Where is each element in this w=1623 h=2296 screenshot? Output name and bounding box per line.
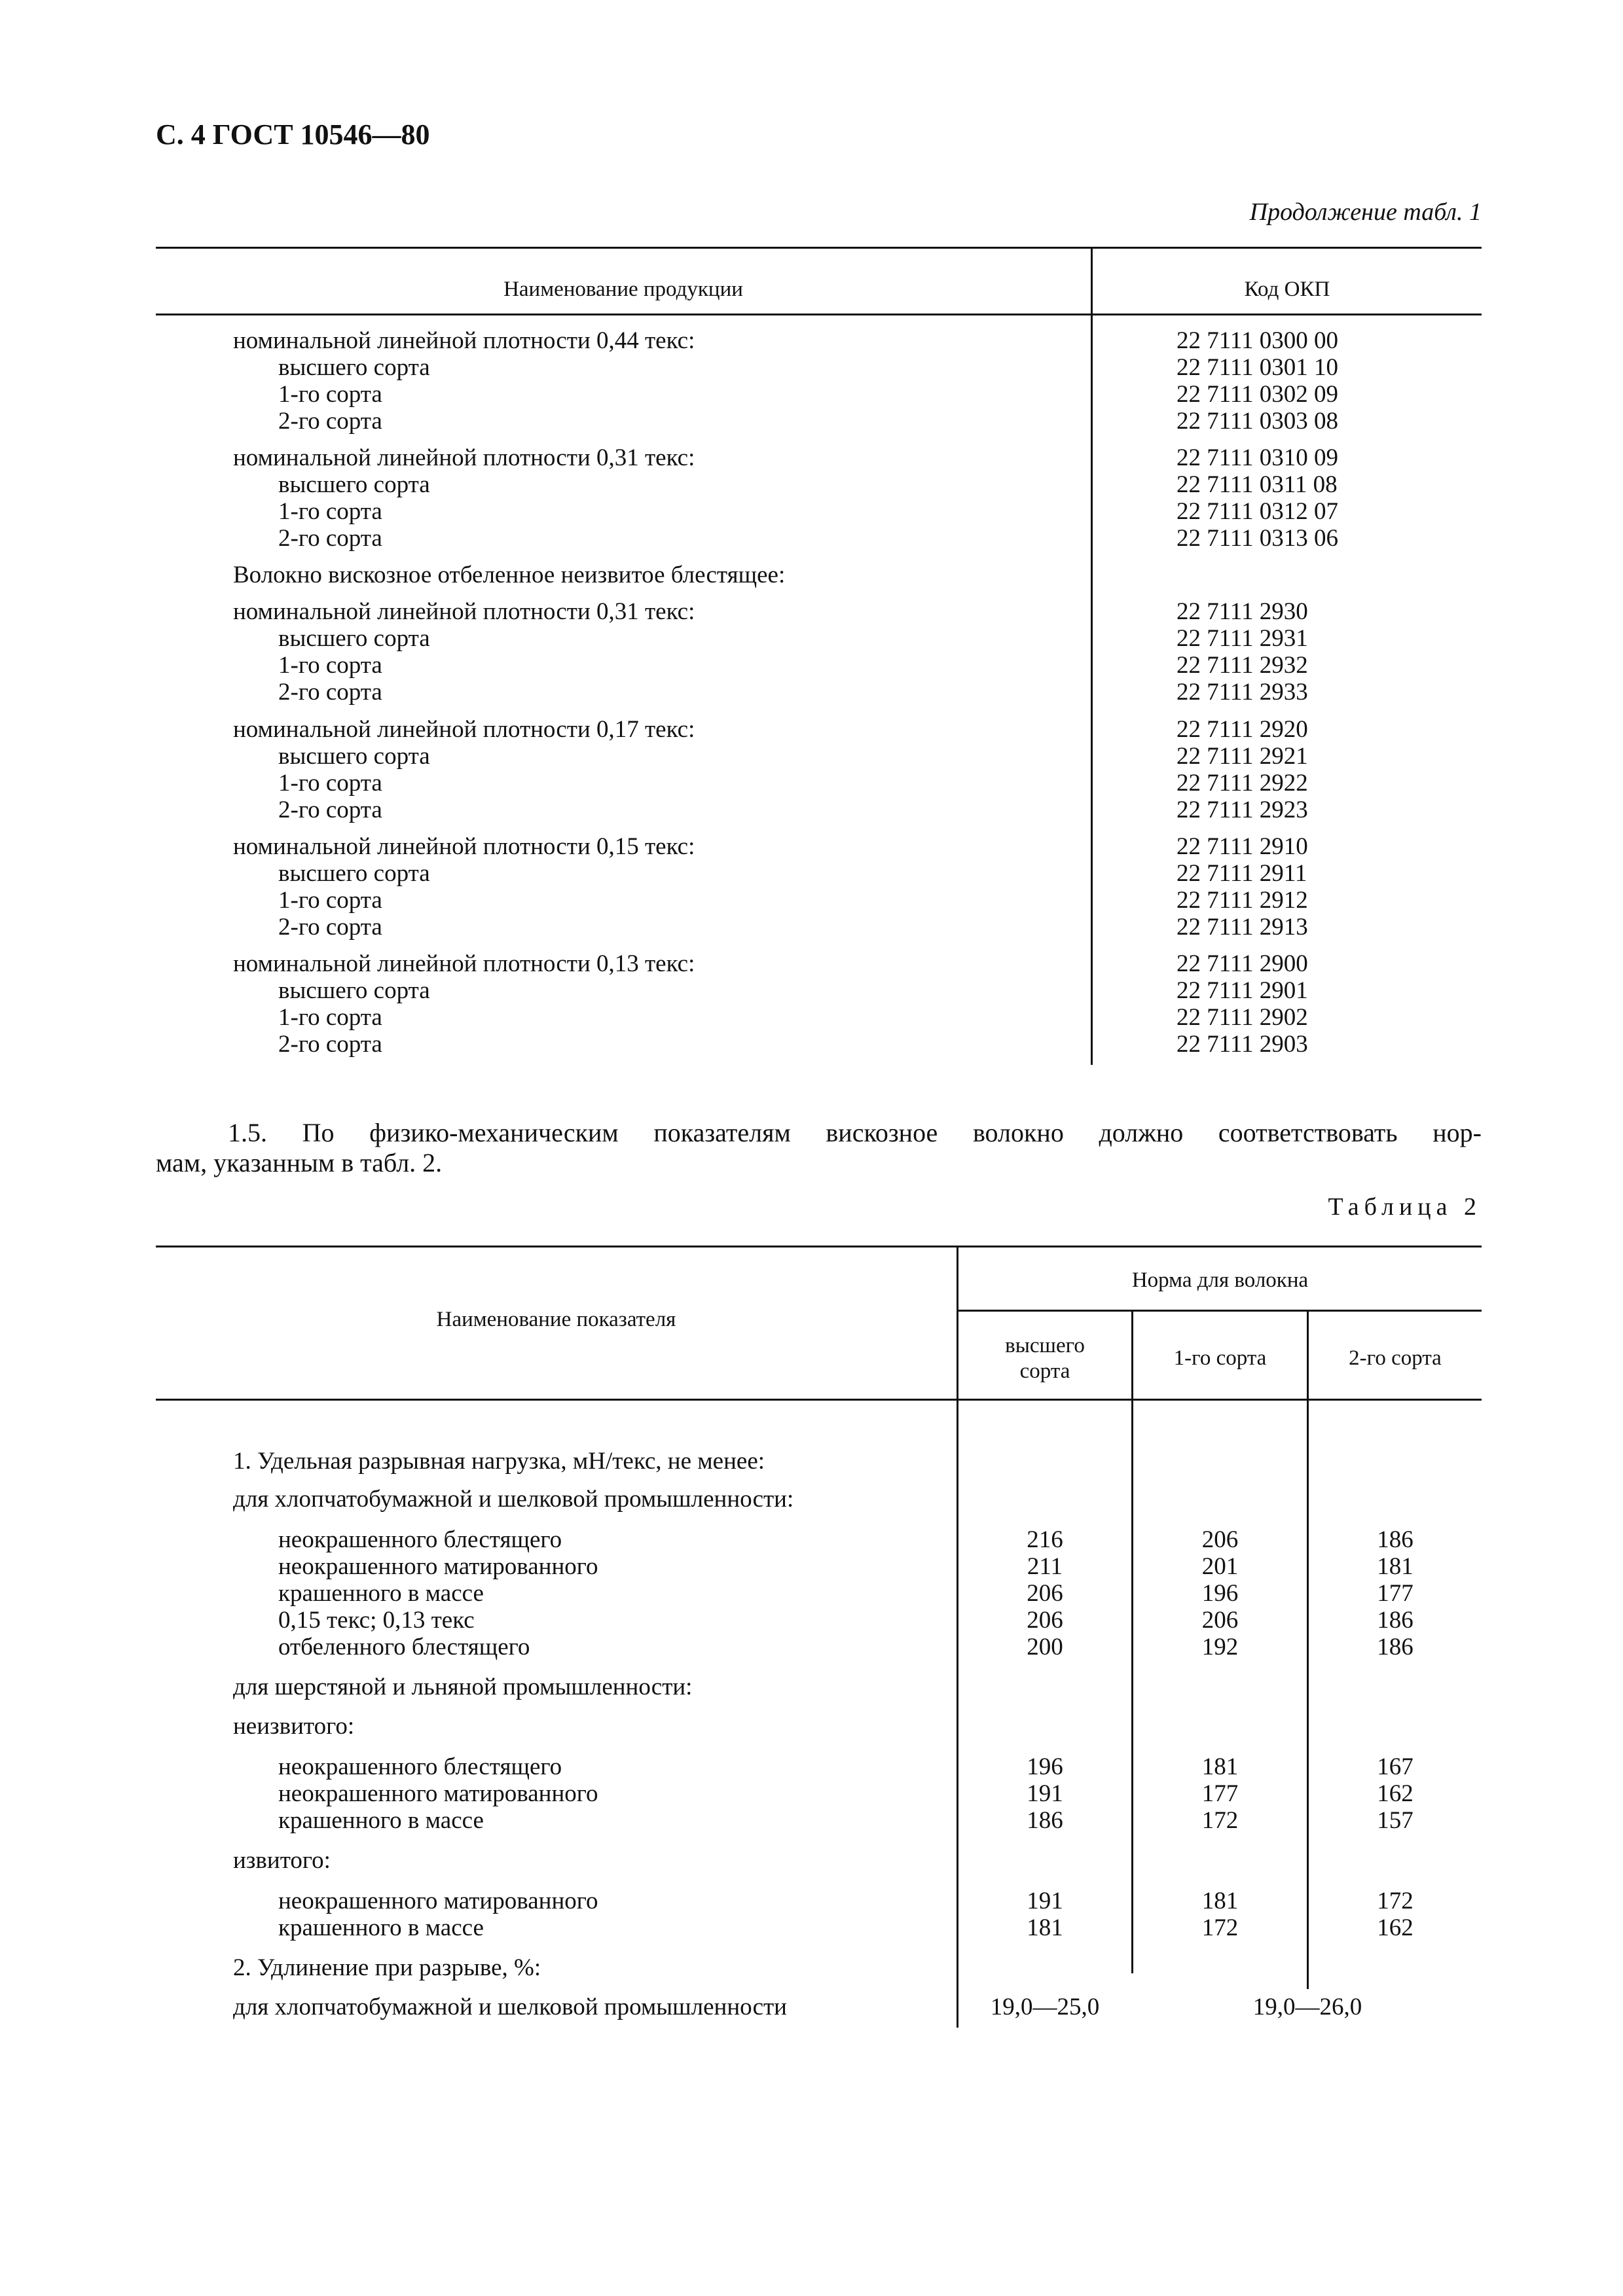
subsection-title: для шерстяной и льняной промышленности: bbox=[233, 1674, 693, 1700]
indicator-label: крашенного в массе bbox=[278, 1580, 484, 1607]
norm-value: 157 bbox=[1377, 1807, 1413, 1834]
okp-code: 22 7111 2923 bbox=[1176, 797, 1308, 823]
norm-value: 162 bbox=[1377, 1914, 1413, 1941]
product-grade: высшего сорта bbox=[278, 354, 430, 381]
norm-value: 186 bbox=[1027, 1807, 1063, 1834]
table2-top-rule bbox=[156, 1246, 1482, 1247]
indicator-label: неокрашенного матированного bbox=[278, 1888, 598, 1914]
product-grade: 2-го сорта bbox=[278, 525, 382, 552]
norm-value: 181 bbox=[1201, 1888, 1239, 1914]
norm-value: 19,0—25,0 bbox=[990, 1994, 1100, 2020]
norm-value: 177 bbox=[1377, 1580, 1413, 1607]
table2-col-highest-header-line1: высшего bbox=[1005, 1334, 1085, 1357]
page-header: С. 4 ГОСТ 10546—80 bbox=[156, 118, 430, 151]
norm-value: 192 bbox=[1201, 1634, 1239, 1660]
product-grade: высшего сорта bbox=[278, 471, 430, 498]
indicator-label: неокрашенного матированного bbox=[278, 1780, 598, 1807]
norm-value: 200 bbox=[1027, 1634, 1063, 1660]
indicator-label: 0,15 текс; 0,13 текс bbox=[278, 1607, 475, 1634]
norm-value: 191 bbox=[1027, 1888, 1063, 1914]
okp-code: 22 7111 0313 06 bbox=[1176, 525, 1339, 552]
product-grade: высшего сорта bbox=[278, 743, 430, 770]
table1-header-rule bbox=[156, 314, 1482, 315]
okp-code: 22 7111 0303 08 bbox=[1176, 408, 1339, 435]
okp-code: 22 7111 2930 bbox=[1176, 598, 1308, 625]
indicator-label: неокрашенного блестящего bbox=[278, 1753, 562, 1780]
norm-value: 167 bbox=[1377, 1753, 1413, 1780]
norm-value: 206 bbox=[1201, 1526, 1239, 1553]
norm-value: 19,0—26,0 bbox=[1252, 1994, 1362, 2020]
norm-value: 186 bbox=[1377, 1634, 1413, 1660]
norm-value: 172 bbox=[1201, 1914, 1239, 1941]
product-group-title: номинальной линейной плотности 0,31 текс: bbox=[233, 444, 695, 471]
indicator-label: неокрашенного блестящего bbox=[278, 1526, 562, 1553]
okp-code: 22 7111 2933 bbox=[1176, 679, 1308, 706]
section-title: 2. Удлинение при разрыве, %: bbox=[233, 1954, 541, 1981]
table2-group-rule bbox=[958, 1310, 1482, 1312]
product-group-title: номинальной линейной плотности 0,13 текс: bbox=[233, 950, 695, 977]
product-grade: 2-го сорта bbox=[278, 408, 382, 435]
norm-value: 181 bbox=[1377, 1553, 1413, 1580]
norm-value: 196 bbox=[1201, 1580, 1239, 1607]
table2-col-name-header: Наименование показателя bbox=[436, 1308, 676, 1331]
table1-col-code-header: Код ОКП bbox=[1244, 278, 1330, 301]
table2-header-rule bbox=[156, 1399, 1482, 1401]
okp-code: 22 7111 0312 07 bbox=[1176, 498, 1339, 525]
okp-code: 22 7111 0302 09 bbox=[1176, 381, 1339, 408]
table2-col-first-header: 1-го сорта bbox=[1173, 1346, 1267, 1370]
subsection-title: извитого: bbox=[233, 1847, 331, 1874]
okp-code: 22 7111 2912 bbox=[1176, 887, 1308, 914]
okp-code: 22 7111 2901 bbox=[1176, 977, 1308, 1004]
norm-value: 186 bbox=[1377, 1607, 1413, 1634]
table2-col-second-header: 2-го сорта bbox=[1349, 1346, 1442, 1370]
okp-code: 22 7111 2920 bbox=[1176, 716, 1308, 743]
product-grade: высшего сорта bbox=[278, 977, 430, 1004]
indicator-label: неокрашенного матированного bbox=[278, 1553, 598, 1580]
okp-code: 22 7111 2900 bbox=[1176, 950, 1308, 977]
norm-value: 181 bbox=[1027, 1914, 1063, 1941]
norm-value: 162 bbox=[1377, 1780, 1413, 1807]
product-grade: 1-го сорта bbox=[278, 652, 382, 679]
product-grade: 1-го сорта bbox=[278, 381, 382, 408]
subsection-title: неизвитого: bbox=[233, 1713, 355, 1740]
okp-code: 22 7111 2903 bbox=[1176, 1031, 1308, 1058]
table1-column-divider bbox=[1091, 247, 1093, 1065]
product-group-title: номинальной линейной плотности 0,44 текс: bbox=[233, 327, 695, 354]
okp-code: 22 7111 2913 bbox=[1176, 914, 1308, 941]
paragraph-1-5-line2: мам, указанным в табл. 2. bbox=[156, 1148, 443, 1177]
indicator-label: крашенного в массе bbox=[278, 1914, 484, 1941]
table2-col-group-header: Норма для волокна bbox=[1131, 1268, 1309, 1292]
product-grade: 2-го сорта bbox=[278, 914, 382, 941]
product-grade: 1-го сорта bbox=[278, 770, 382, 797]
norm-value: 191 bbox=[1027, 1780, 1063, 1807]
okp-code: 22 7111 2921 bbox=[1176, 743, 1308, 770]
norm-value: 206 bbox=[1027, 1607, 1063, 1634]
table2-col-highest-header-line2: сорта bbox=[1019, 1359, 1070, 1383]
table1-col-name-header: Наименование продукции bbox=[503, 278, 743, 301]
norm-value: 177 bbox=[1201, 1780, 1239, 1807]
okp-code: 22 7111 0311 08 bbox=[1176, 471, 1338, 498]
product-grade: 2-го сорта bbox=[278, 797, 382, 823]
subsection-title: для хлопчатобумажной и шелковой промышленности: bbox=[233, 1486, 794, 1513]
norm-value: 206 bbox=[1201, 1607, 1239, 1634]
paragraph-1-5-line1: 1.5. По физико-механическим показателям вискозное волокно должно соответствовать нор- bbox=[228, 1118, 1482, 1147]
product-grade: 2-го сорта bbox=[278, 1031, 382, 1058]
okp-code: 22 7111 2910 bbox=[1176, 833, 1308, 860]
okp-code: 22 7111 2902 bbox=[1176, 1004, 1308, 1031]
product-grade: 1-го сорта bbox=[278, 887, 382, 914]
norm-value: 186 bbox=[1377, 1526, 1413, 1553]
okp-code: 22 7111 2911 bbox=[1176, 860, 1307, 887]
norm-value: 216 bbox=[1027, 1526, 1063, 1553]
norm-value: 211 bbox=[1027, 1553, 1063, 1580]
indicator-label: отбеленного блестящего bbox=[278, 1634, 530, 1660]
product-group-title: номинальной линейной плотности 0,17 текс: bbox=[233, 716, 695, 743]
okp-code: 22 7111 2931 bbox=[1176, 625, 1308, 652]
norm-value: 172 bbox=[1201, 1807, 1239, 1834]
section-title: 1. Удельная разрывная нагрузка, мН/текс, не менее: bbox=[233, 1448, 765, 1475]
norm-value: 181 bbox=[1201, 1753, 1239, 1780]
norm-value: 196 bbox=[1027, 1753, 1063, 1780]
table2-caption: Таблица 2 bbox=[1328, 1193, 1482, 1221]
table1-top-rule bbox=[156, 247, 1482, 249]
table1-continuation-label: Продолжение табл. 1 bbox=[1249, 198, 1482, 226]
product-grade: 1-го сорта bbox=[278, 1004, 382, 1031]
norm-value: 172 bbox=[1377, 1888, 1413, 1914]
okp-code: 22 7111 0310 09 bbox=[1176, 444, 1339, 471]
product-group-title: номинальной линейной плотности 0,31 текс: bbox=[233, 598, 695, 625]
product-grade: высшего сорта bbox=[278, 625, 430, 652]
norm-value: 201 bbox=[1201, 1553, 1239, 1580]
okp-code: 22 7111 2932 bbox=[1176, 652, 1308, 679]
product-group-title: Волокно вискозное отбеленное неизвитое блестящее: bbox=[233, 562, 786, 588]
okp-code: 22 7111 2922 bbox=[1176, 770, 1308, 797]
product-grade: 1-го сорта bbox=[278, 498, 382, 525]
product-group-title: номинальной линейной плотности 0,15 текс: bbox=[233, 833, 695, 860]
product-grade: 2-го сорта bbox=[278, 679, 382, 706]
okp-code: 22 7111 0300 00 bbox=[1176, 327, 1339, 354]
okp-code: 22 7111 0301 10 bbox=[1176, 354, 1339, 381]
product-grade: высшего сорта bbox=[278, 860, 430, 887]
norm-value: 206 bbox=[1027, 1580, 1063, 1607]
indicator-label: для хлопчатобумажной и шелковой промышленности bbox=[233, 1994, 787, 2020]
indicator-label: крашенного в массе bbox=[278, 1807, 484, 1834]
